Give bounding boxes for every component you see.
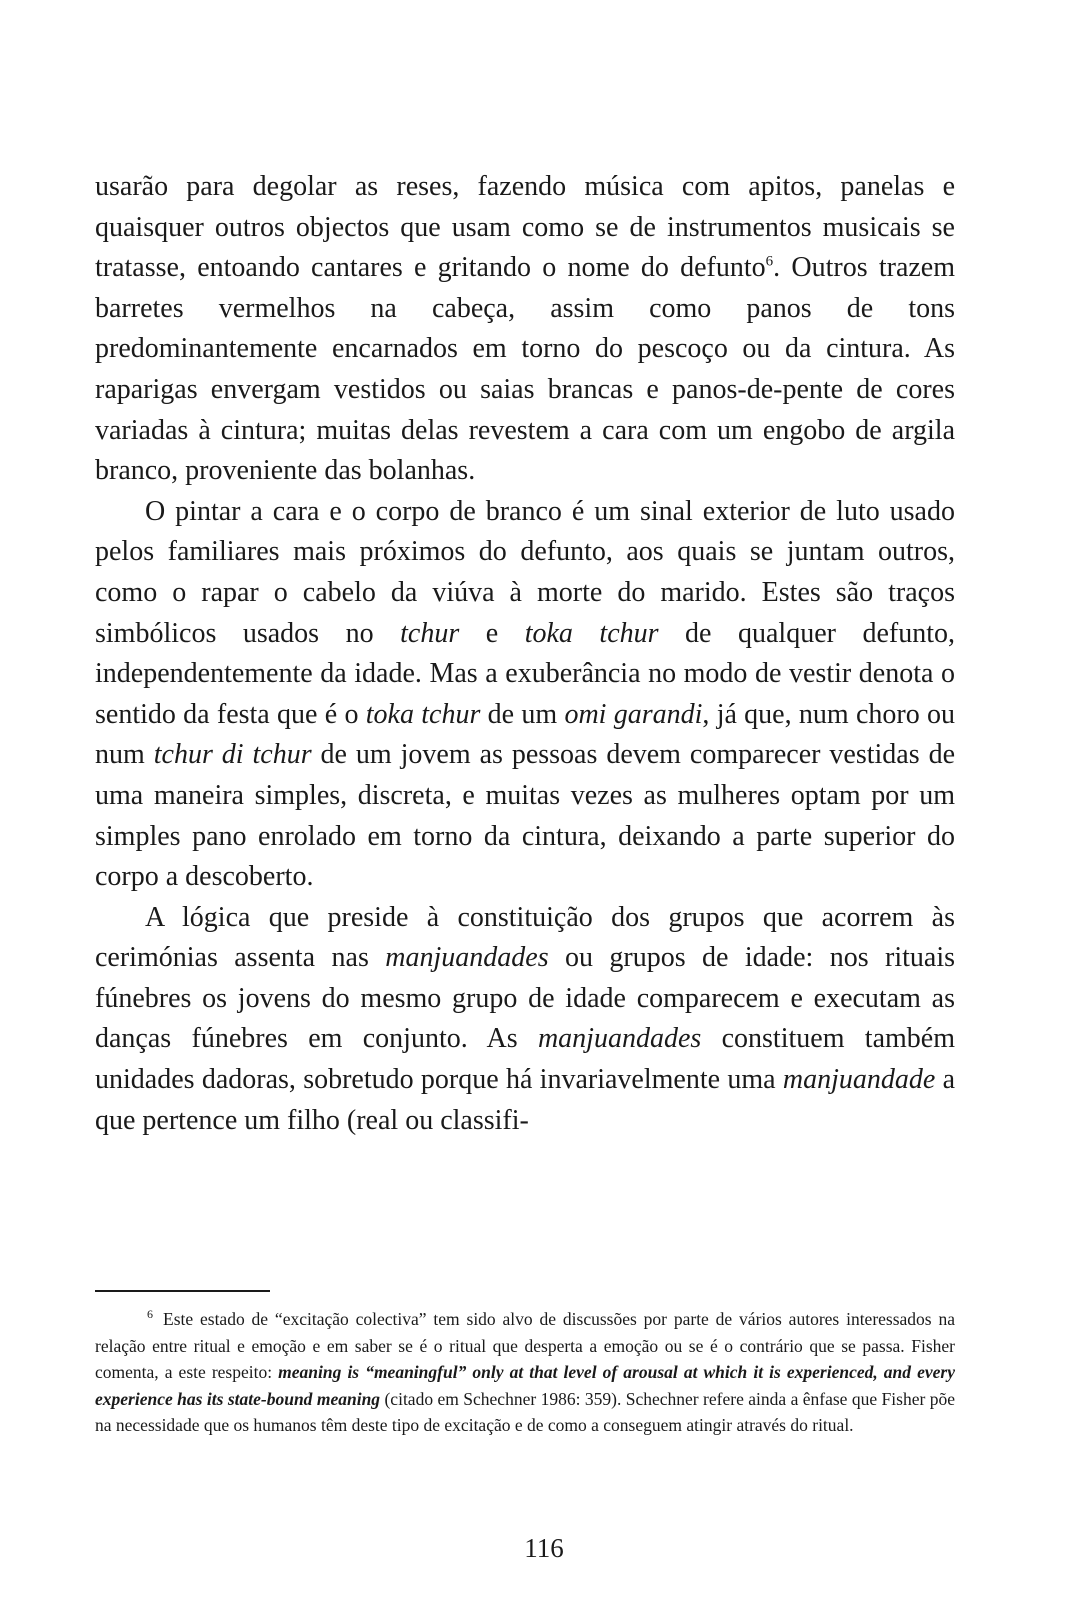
- footnote-number: 6: [147, 1307, 153, 1322]
- term-manjuandades-2: manjuandades: [537, 1023, 702, 1055]
- paragraph-2-text-e: , já que, num choro ou num: [95, 698, 956, 771]
- page-number: 116: [524, 1533, 564, 1563]
- footnote-text-b: (citado em Schechner 1986: 359). Schechner refere ainda a ênfase que Fisher põe na necessidade que os humanos têm deste tipo de excitação e de como a conseguem atingir através do ritual.: [95, 1388, 955, 1435]
- paragraph-3-text-c: constituem também unidades dadoras, sobretudo porque há invariavelmente uma: [95, 1023, 955, 1096]
- main-text: [95, 167, 955, 1141]
- paragraph-3-text-d: a que pertence um filho (real ou classifi-: [95, 1064, 956, 1136]
- paragraph-2-text-c: de qualquer defunto, independentemente da idade. Mas a exuberância no modo de vestir denota o sentido da festa que é o: [95, 617, 956, 730]
- footnote-6: [95, 1306, 955, 1439]
- paragraph-1: [95, 167, 955, 492]
- paragraph-3-text-a: A lógica que preside à constituição dos grupos que acorrem às cerimónias assenta nas: [95, 901, 955, 974]
- term-toka-tchur: toka tchur: [524, 617, 659, 649]
- paragraph-2: [95, 492, 955, 898]
- paragraph-1-text-a: usarão para degolar as reses, fazendo música com apitos, panelas e quaisquer outros objectos que usam como se de instrumentos musicais se tratasse, entoando cantares e gritando o nome do defunto: [95, 171, 955, 284]
- paragraph-1-text-b: . Outros trazem barretes vermelhos na cabeça, assim como panos de tons predominantemente encarnados em torno do pescoço ou da cintura. As raparigas envergam vestidos ou saias brancas e panos-de-pente de cores variadas à cintura; muitas delas revestem a cara com um engobo de argila branco, proveniente das bolanhas.: [95, 252, 956, 487]
- term-manjuandades: manjuandades: [385, 942, 549, 974]
- footnote-text-a: Este estado de “excitação colectiva” tem sido alvo de discussões por parte de vários autores interessados na relação entre ritual e emoção e em saber se é o ritual que desperta a emoção ou se é o contrário que se passa. Fisher comenta, a este respeito:: [95, 1309, 955, 1382]
- paragraph-2-text-d: de um: [480, 698, 565, 730]
- term-tchur-di-tchur: tchur di tchur: [153, 739, 312, 771]
- term-toka-tchur-2: toka tchur: [365, 698, 481, 730]
- paragraph-3: [95, 898, 955, 1142]
- footnote-quote: meaning is “meaningful” only at that level of arousal at which it is experienced, and every experience has its state-bound meaning: [95, 1362, 955, 1409]
- footnote-divider: [95, 1290, 270, 1292]
- paragraph-2-text-b: e: [459, 617, 525, 649]
- footnote-ref-6: 6: [765, 253, 774, 270]
- term-manjuandade: manjuandade: [782, 1064, 936, 1096]
- paragraph-2-text-a: O pintar a cara e o corpo de branco é um sinal exterior de luto usado pelos familiares mais próximos do defunto, aos quais se juntam outros, como o rapar o cabelo da viúva à morte do marido. Estes são traços simbólicos usados no: [95, 495, 955, 649]
- paragraph-2-text-f: de um jovem as pessoas devem comparecer vestidas de uma maneira simples, discreta, e muitas vezes as mulheres optam por um simples pano enrolado em torno da cintura, deixando a parte superior do corpo a descoberto.: [95, 739, 955, 893]
- paragraph-3-text-b: ou grupos de idade: nos rituais fúnebres os jovens do mesmo grupo de idade comparecem e executam as danças fúnebres em conjunto. As: [95, 942, 955, 1055]
- term-tchur: tchur: [400, 617, 460, 649]
- term-omi-garandi: omi garandi: [564, 698, 703, 730]
